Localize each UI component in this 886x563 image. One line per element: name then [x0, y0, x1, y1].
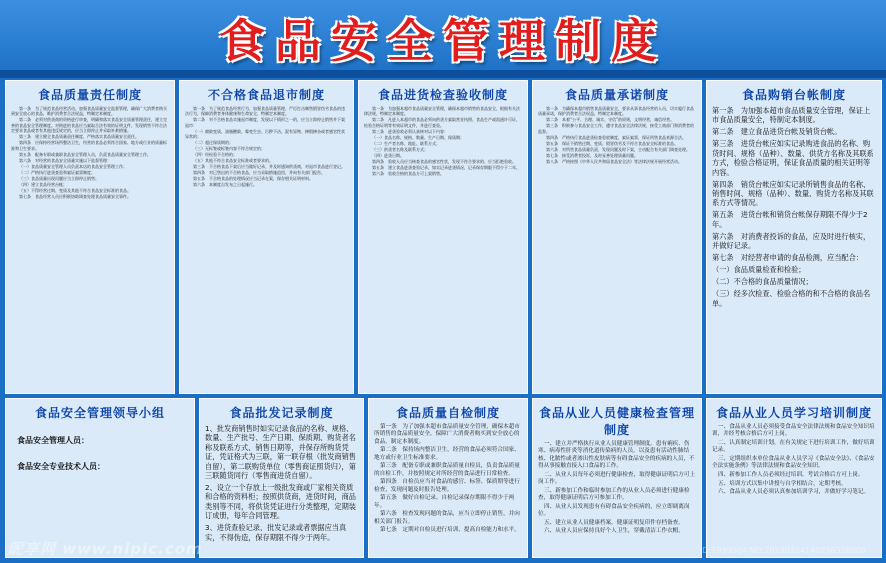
card-paragraph: 第一条 为了规范食品经营行为，加强食品质量管理，严厉打击制售假冒伪劣食品的违法行为，保障消费者身体健康和生命安全，特制定本制度。: [185, 106, 345, 117]
card-paragraph: 第七条 接受消费者投诉，及时妥善处理质量问题。: [546, 152, 638, 158]
card-sales-ledger: [706, 80, 882, 394]
card-paragraph: （一）食品质量检查和检验；: [712, 265, 806, 275]
card-paragraph: 第三条 进货台帐应如实记录购进食品的名称、购货时间、规格（品种）、数量、供货方名称及其联系方式，检验合格证明，保证食品质量的相关证明等内容。: [712, 139, 874, 177]
card-body: [538, 106, 696, 164]
card-body: [11, 106, 169, 199]
card-paragraph: （一）食品名称、规格、数量、生产日期、保质期；: [372, 134, 464, 140]
card-paragraph: 二、从业人员每年必须进行健康检查，取得健康证明后方可上岗工作。: [538, 471, 696, 486]
card-paragraph: 第六条 验收合格的食品方可上架销售。: [372, 170, 444, 176]
card-heading: 食品质量承诺制度: [564, 88, 669, 102]
card-paragraph: 食品安全专业技术人员：: [17, 462, 105, 471]
card-paragraph: 第八条 严格按照《中华人民共和国食品安全法》等法律法规开展经营活动。: [546, 158, 682, 164]
card-purchase-inspection: [358, 80, 528, 394]
card-quality-self-check: [368, 398, 528, 558]
card-paragraph: 第五条 进货台帐和销货台帐保存期限不得少于2年。: [712, 210, 868, 229]
card-paragraph: 六、食品从业人员必须认真参加培训学习，并做好学习笔记。: [718, 489, 870, 496]
card-paragraph: 第四条 销货台帐应如实记录所销售食品的名称、销售时间、规格（品种）、数量、购货方名称及其联系方式等情况。: [712, 179, 874, 208]
card-paragraph: 第一条 为加强本超市食品质量安全管理，保证上市食品质量安全，特制定本制度。: [712, 106, 871, 125]
card-paragraph: 一、食品从业人员必须接受食品安全法律法规和食品安全知识培训，并经考核合格后方可上岗。: [712, 424, 875, 438]
card-wholesale-record: [199, 398, 364, 558]
card-paragraph: 第二条 本着“公平、合理、诚实、守信”的原则，文明经营，诚信经营。: [546, 117, 675, 123]
card-paragraph: （二）不合格的食品质量情况；: [712, 277, 813, 287]
card-paragraph: 第七条 对经营者申请的食品检测，应当配合：: [712, 253, 863, 263]
card-heading: 食品从业人员学习培训制度: [715, 406, 872, 420]
card-paragraph: 第六条 对经营的食品安全质量实施以下监督管理：: [19, 157, 111, 163]
card-health-check: [532, 398, 702, 558]
card-paragraph: （四）经检验不合格的；: [193, 152, 237, 158]
card-paragraph: 第四条 对已售出的不合格食品，应当采取措施追回，并向有关部门报告。: [193, 170, 325, 176]
title-band: [0, 70, 886, 78]
card-paragraph: 六、从业人员应保持良好个人卫生，穿戴清洁工作衣帽。: [544, 528, 684, 535]
card-paragraph: 第六条 检查发现问题的食品，应当立即停止销售，并向相关部门报告。: [374, 511, 520, 525]
card-paragraph: 第三条 进货验收必须认真核对以下内容：: [372, 128, 448, 134]
card-leadership-group: [5, 398, 195, 558]
card-paragraph: 第三条 不合格食品下架后应当做好记录，并及时通知供货商，对退市食品进行登记。: [193, 164, 345, 170]
card-paragraph: 第七条 食品经营人员应积极协助调查处理食品质量安全事件。: [19, 193, 131, 199]
card-body: [11, 435, 189, 473]
card-paragraph: （二）生产者名称、地址、联系方式；: [372, 140, 440, 146]
card-body: [712, 424, 876, 497]
card-heading: 食品从业人员健康检查管理制度: [538, 406, 695, 437]
card-heading: 食品购销台帐制度: [741, 88, 846, 102]
card-paragraph: 第一条 为加强本超市食品质量安全管理，确保本超市销售的食品安全，根据有关法律法规，特制定本制度。: [364, 106, 520, 117]
card-body: [185, 106, 348, 188]
card-paragraph: 三、定期组织本单位食品从业人员学习《食品安全法》、《食品安全法实施条例》等法律法规和食品安全知识。: [712, 456, 875, 470]
card-paragraph: 第五条 保证不销售过期、变质、假冒伪劣及不符合食品安全标准的食品。: [546, 140, 678, 146]
card-paragraph: 第二条 建立食品进货台帐及销货台帐。: [712, 127, 842, 137]
card-paragraph: 第一条 为了加强本超市食品质量安全管理，确保本超市所销售的食品质量安全，保障广大消费者购买到安全放心的食品，制定本制度。: [374, 424, 520, 445]
card-paragraph: （三）供货者名称及联系方式；: [372, 146, 428, 152]
card-paragraph: 食品安全管理人员：: [17, 436, 89, 445]
card-training: [706, 398, 882, 558]
card-paragraph: 第三条 配备专职或兼职食品质量自检员，负责食品质量的自检工作，并按照规定对所经营的食品进行日常检查。: [374, 463, 520, 477]
card-unqualified-recall: [179, 80, 354, 394]
card-paragraph: （二）严格执行进货查验和索证索票制度；: [19, 169, 95, 175]
card-paragraph: 第四条 自检员应当对食品的感官、标签、保质期等进行检查，发现问题及时报告处理。: [374, 479, 520, 493]
card-heading: 不合格食品退市制度: [207, 88, 325, 102]
card-paragraph: （三）食品质量出现问题应当立即停止销售；: [19, 175, 99, 181]
card-paragraph: 第三条 建立健全食品质量责任制度，严格落实食品质量安全责任。: [19, 134, 139, 140]
watermark-id: ID:1939004 NO:20190324140236328000: [700, 546, 867, 555]
card-paragraph: 2、设立一个存放上一级批发商或厂家相关资质和合格的资料柜；按照供货商，进货时间，商品类别等不同，将供货凭证进行分类整理，定期装订成册，每年合同管理。: [205, 483, 356, 521]
card-heading: 食品安全管理领导小组: [34, 406, 165, 420]
card-body: [712, 106, 876, 308]
card-paragraph: 第二条 保持场内整洁卫生，经营的食品必须符合国家、地方或行业卫生标准要求。: [374, 447, 520, 461]
card-paragraph: （一）食品质量安全管理人员负责本店的食品安全管理工作；: [19, 163, 127, 169]
card-paragraph: （五）不得经营过期、变质及其他不符合食品安全标准的食品。: [19, 187, 131, 193]
card-paragraph: （五）其他不符合食品安全标准或者要求的。: [193, 158, 273, 164]
card-paragraph: 四、新参加工作人员必须经过培训、考试合格后方可上岗。: [718, 472, 864, 478]
card-body: [205, 424, 358, 542]
card-paragraph: 第三条 积极参与食品安全工作，遵守食品安全法律法规，接受工商部门和消费者的监督。: [538, 123, 694, 134]
card-paragraph: 五、培训方式以集中讲授与自学相结合，定期考核。: [718, 480, 847, 487]
card-paragraph: 第四条 验收人员应当核查食品的感官性状，发现不符合要求的，应当拒绝验收。: [372, 158, 516, 164]
card-heading: 食品批发记录制度: [229, 406, 334, 420]
card-paragraph: 一、建立并严格执行从业人员健康管理制度。患有痢疾、伤寒、病毒性肝炎等消化道传染病的人员，以及患有活动性肺结核、化脓性或者渗出性皮肤病等有碍食品安全的疾病的人员，不得从事接触直接入口食品的工作。: [538, 441, 695, 470]
card-paragraph: 第四条 严格执行食品进货检查验收制度，索证索票，保证所售食品来源合法。: [546, 134, 686, 140]
card-paragraph: 第五条 建立食品进货查验记录，如实记录进货情况，记录保存期限不得少于二年。: [372, 164, 520, 170]
card-heading: 食品质量责任制度: [37, 88, 142, 102]
card-body: [374, 424, 522, 535]
card-paragraph: （四）进货日期。: [372, 152, 404, 158]
card-paragraph: 第五条 配备专职或兼职食品安全管理人员，负责食品质量安全管理工作。: [19, 151, 151, 157]
card-paragraph: 3、进货查验记录、批发记录或者票据应当真实，不得伪造，保存期限不得少于两年。: [205, 523, 347, 542]
card-paragraph: （四）建立食品经营台帐；: [19, 181, 67, 187]
card-paragraph: 三、新参加工作和临时参加工作的从业人员必须进行健康检查，取得健康证明后方可参加工作。: [538, 487, 690, 502]
card-quality-commitment: [532, 80, 702, 394]
card-heading: 食品质量自检制度: [395, 406, 500, 420]
card-paragraph: 第二条 凡进入本超市的食品必须向供货方索取营业执照、食品生产或流通许可证、检验合格证明等有效证明文件，并进行查验。: [364, 117, 520, 128]
card-paragraph: 五、建立从业人员健康档案，健康证明复印件存档备查。: [544, 519, 684, 526]
card-paragraph: 第二条 必须对供货商的资格进行审查，明确和落实食品安全质量管理责任，建立完善的食品安全管理制度。对购进的食品应当索取合法有效的证明文件，发现销售不符合法定要求食品或者有其他违反规定的，应当立即停止并采取补救措施。: [11, 117, 167, 134]
card-paragraph: 第七条 定期对自检员进行培训，提高自检能力和水平。: [380, 527, 520, 534]
card-paragraph: 四、从业人员发现患有有碍食品安全疾病的，应立即调离岗位。: [538, 503, 690, 518]
card-paragraph: 第一条 为确保本超市销售食品质量安全，要求从事食品经营的人员，切实履行食品质量承诺，保护消费者合法权益，特制定本制度。: [538, 106, 694, 117]
card-paragraph: 第五条 不合格食品的处理情况应当记录在案，保存相关证明材料。: [193, 176, 313, 182]
card-paragraph: 1、批发商销售时如实记录食品的名称、规格、数量、生产批号、生产日期、保质期、购货者名称及联系方式、销售日期等，并保存所购货凭证，凭证格式为三联，第一联存根（批发商销售自留），第二联购货单位（零售商证照货归），第三联随货同行（零售商进货自留）。: [205, 424, 356, 481]
card-paragraph: 第五条 做好自检记录，自检记录保存期限不得少于两年。: [374, 495, 515, 509]
card-paragraph: 二、认真制定培训计划，在有关规定下进行培训工作，做好培训记录。: [712, 440, 875, 454]
card-paragraph: 第四条 应保持经营场所整洁卫生，经营的食品必须符合国家、地方或行业的质量标准和卫生要求。: [11, 140, 167, 151]
watermark-site: 昵享网 www.nipic.com: [8, 540, 203, 558]
card-paragraph: 第二条 对不合格食品实施退市制度，发现以下情形之一的，应当立即停止销售并下架退市：: [185, 117, 345, 128]
card-paragraph: 第六条 对消费者投诉的食品，应及时进行核实，并做好记录。: [712, 231, 871, 251]
card-paragraph: （一）腐败变质、油脂酸败、霉变生虫、污秽不洁、混有异物、掺假掺杂或者感官性状异常的；: [185, 128, 345, 140]
card-paragraph: （二）超过保质期的；: [193, 140, 233, 146]
card-body: [538, 441, 696, 536]
card-paragraph: （三）经多次检查、检验合格的和不合格的食品名单。: [712, 289, 871, 308]
card-paragraph: 第六条 对所售食品质量负责，发现问题及时下架，主动配合有关部门调查处理。: [546, 146, 690, 152]
card-body: [364, 106, 522, 176]
page-title: 食品安全管理制度: [219, 14, 667, 68]
card-heading: 食品进货检查验收制度: [377, 88, 508, 102]
card-paragraph: 第一条 为了规范食品经营活动，加强食品质量安全监督管理，确保广大消费者购买到安全放心的食品，维护消费者合法权益，特制定本制度。: [11, 106, 167, 117]
card-paragraph: 第六条 本制度自发布之日起施行。: [193, 182, 257, 188]
card-paragraph: （三）无标签或标签内容不符合规定的；: [193, 146, 265, 152]
card-quality-responsibility: [5, 80, 175, 394]
